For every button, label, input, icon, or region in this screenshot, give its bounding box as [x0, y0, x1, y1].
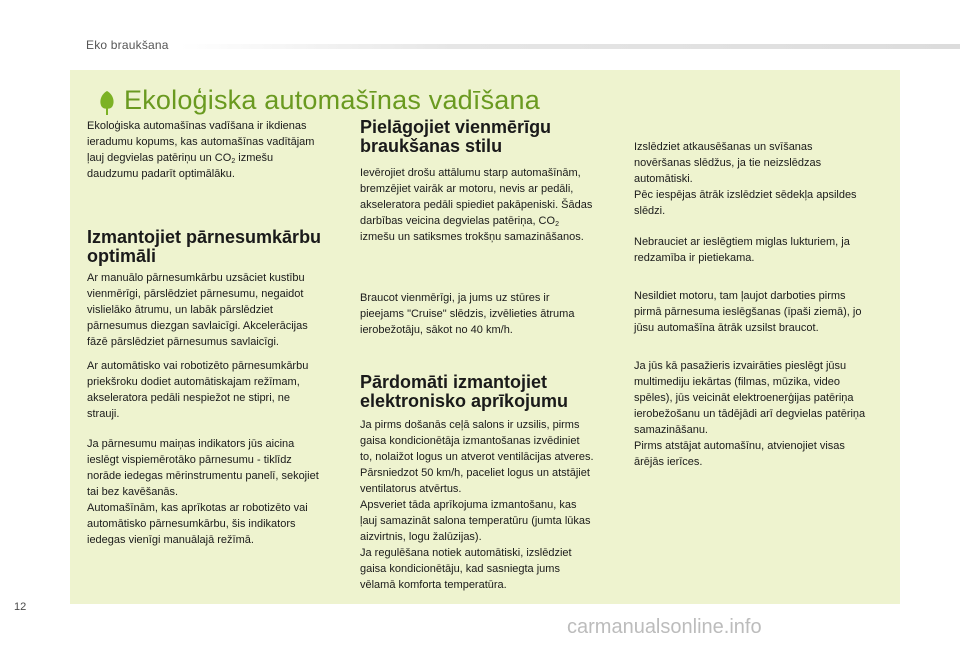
- safe-distance-paragraph: Ievērojiet drošu attālumu starp automašīnām, bremzējiet vairāk ar motoru, nevis ar pedāli, akseleratora pedāli spiediet pakāpeniski. Šādas darbības veicina degvielas patēriņa, $CO_2$ izmešu un satiksmes trokšņu samazināšanos.: [360, 167, 593, 243]
- multimedia-paragraph: Ja jūs kā pasažieris izvairāties pieslēgt jūsu multimediju iekārtas (filmas, mūzika, video spēles), jūs veicināt elektroenerģijas patēriņa ierobežošanu un tādējādi arī degvielas patēriņa samazināšanu. Pirms atstājat automašīnu, atvienojiet visas ārējās ierīces.: [634, 360, 866, 468]
- automatic-gearbox-paragraph: Ar automātisko vai robotizēto pārnesumkārbu priekšroku dodiet automātiskajam režīmam, akseleratora pedāli nespiežot ne stipri, ne strauji.: [87, 360, 309, 420]
- fog-lights-paragraph: Nebrauciet ar ieslēgtiem miglas lukturiem, ja redzamība ir pietiekama.: [634, 236, 850, 264]
- column-left-gearbox: [87, 228, 352, 548]
- electronics-heading: Pārdomāti izmantojiet elektronisko aprīkojumu: [360, 372, 569, 411]
- gear-indicator-paragraph: Ja pārnesumu maiņas indikators jūs aicina ieslēgt vispiemērotāko pārnesumu - tiklīdz norāde iedegas mērinstrumentu panelī, sekojiet tai bez kavēšanās. Automašīnām, kas aprīkotas ar robotizēto vai automātisko pārnesumkārbu, šis indikators iedegas vienīgi manuālajā režīmā.: [87, 438, 319, 546]
- header-rule: [180, 44, 960, 49]
- manual-gearbox-paragraph: Ar manuālo pārnesumkārbu uzsāciet kustību vienmērīgi, pārslēdziet pārnesumu, negaidot vislielāko ātrumu, un labāk pārslēdziet pārnesumus diezgan savlaicīgi. Akcelerācijas fāzē pārslēdziet pārnesumus savlaicīgi.: [87, 272, 308, 348]
- column-right: [634, 139, 896, 470]
- cruise-paragraph: Braucot vienmērīgi, ja jums uz stūres ir pieejams "Cruise" slēdzis, izvēlieties ātruma ierobežotāju, sākot no 40 km/h.: [360, 292, 575, 336]
- watermark: carmanualsonline.info: [567, 616, 762, 638]
- gearbox-heading: Izmantojiet pārnesumkārbu optimāli: [87, 227, 322, 266]
- driving-style-heading: Pielāgojiet vienmērīgu braukšanas stilu: [360, 117, 552, 156]
- column-middle-electronics: [360, 373, 620, 593]
- page-number: 12: [14, 601, 27, 613]
- intro-paragraph: Ekoloģiska automašīnas vadīšana ir ikdienas ieradumu kopums, kas automašīnas vadītājam ļauj degvielas patēriņu un $CO_2$ izmešu daudzumu padarīt optimālāku.: [87, 120, 315, 180]
- column-middle-cruise: [360, 290, 620, 338]
- engine-warmup-paragraph: Nesildiet motoru, tam ļaujot darboties pirms pirmā pārnesuma ieslēgšanas (īpaši ziemā), jo jūsu automašīna ātrāk uzsilst braucot.: [634, 290, 862, 334]
- column-middle: [360, 118, 620, 245]
- section-label: Eko braukšana: [86, 38, 169, 52]
- leaf-icon: [96, 90, 118, 116]
- page-title: Ekoloģiska automašīnas vadīšana: [124, 85, 540, 115]
- column-left: [87, 118, 352, 182]
- defrost-paragraph: Izslēdziet atkausēšanas un svīšanas novēršanas slēdžus, ja tie neizslēdzas automātiski. Pēc iespējas ātrāk izslēdziet sēdekļa apsildes slēdzi.: [634, 141, 857, 217]
- air-conditioning-paragraph: Ja pirms došanās ceļā salons ir uzsilis, pirms gaisa kondicionētāja izmantošanas izvēdiniet to, nolaižot logus un atverot ventilācijas atveres. Pārsniedzot 50 km/h, paceliet logus un atstājiet ventilatorus atvērtus. Apsveriet tāda aprīkojuma izmantošanu, kas ļauj samazināt salona temperatūru (jumta lūkas aizvirtnis, logu žalūzijas). Ja regulēšana notiek automātiski, izslēdziet gaisa kondicionētāju, kad sasniegta jums vēlamā komforta temperatūra.: [360, 419, 594, 591]
